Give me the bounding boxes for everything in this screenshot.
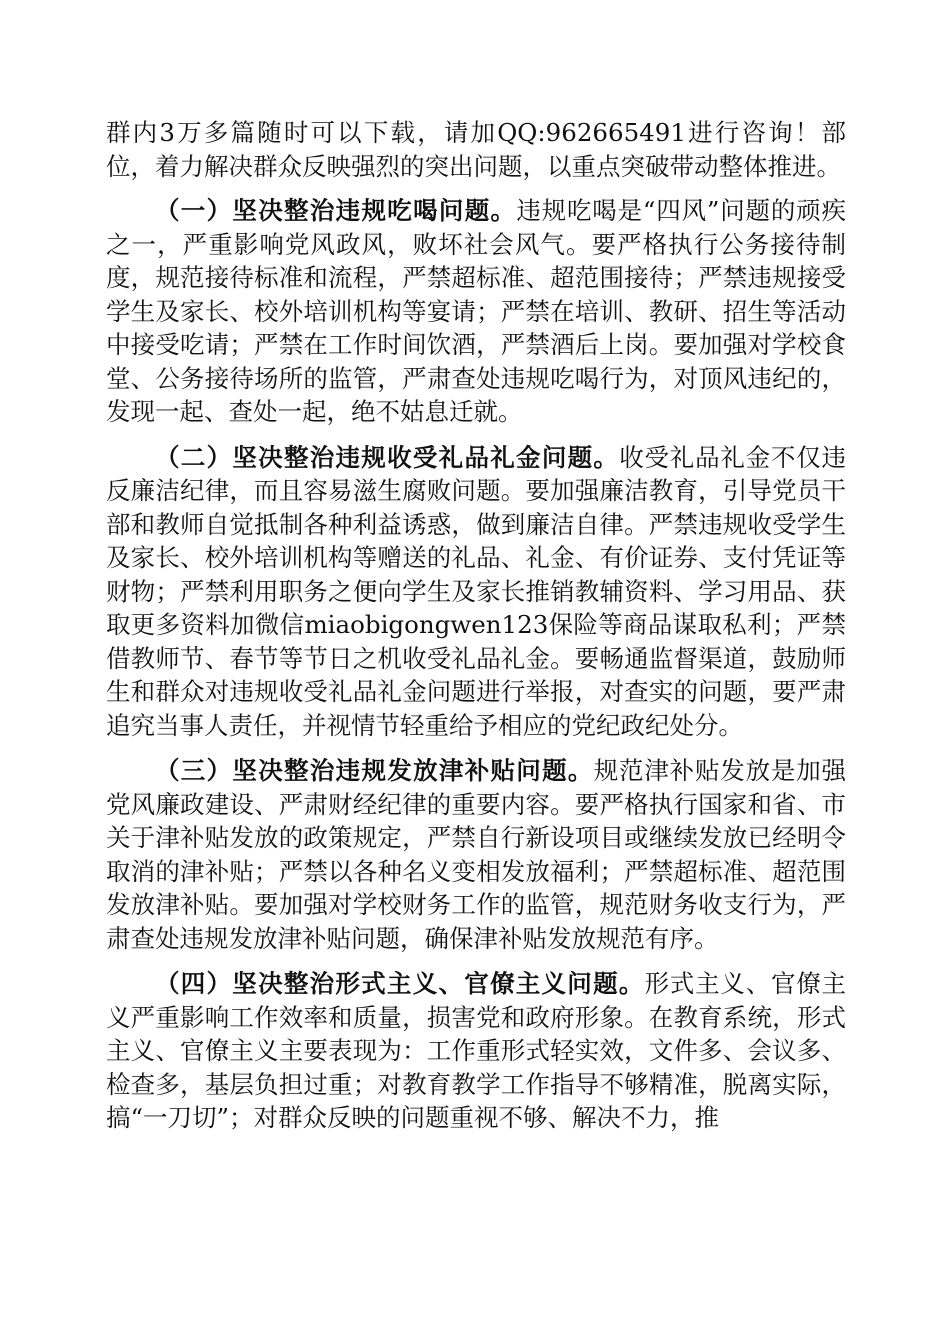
section-heading: （四）坚决整治形式主义、官僚主义问题。 xyxy=(155,969,645,998)
paragraph-text: 违规吃喝是“四风”问题的顽疾之一，严重影响党风政风，败坏社会风气。要严格执行公务接待制度，规范接待标准和流程，严禁超标准、超范围接待；严禁违规接受学生及家长、校外培训机构等宴请；严禁在培训、教研、招生等活动中接受吃请；严禁在工作时间饮酒，严禁酒后上岗。要加强对学校食堂、公务接待场所的监管，严肃查处违规吃喝行为，对顶风违纪的，发现一起、查处一起，绝不姑息迁就。 xyxy=(106,196,846,426)
section-heading: （一）坚决整治违规吃喝问题。 xyxy=(155,196,517,225)
section-heading: （三）坚决整治违规发放津补贴问题。 xyxy=(155,756,594,785)
paragraph-section-3 xyxy=(106,754,846,955)
paragraph-section-2 xyxy=(106,441,846,743)
paragraph-section-4 xyxy=(106,967,846,1135)
paragraph-text: 规范津补贴发放是加强党风廉政建设、严肃财经纪律的重要内容。要严格执行国家和省、市关于津补贴发放的政策规定，严禁自行新设项目或继续发放已经明令取消的津补贴；严禁以各种名义变相发放福利；严禁超标准、超范围发放津补贴。要加强对学校财务工作的监管，规范财务收支行为，严肃查处违规发放津补贴问题，确保津补贴发放规范有序。 xyxy=(106,756,847,953)
document-body xyxy=(106,116,846,1147)
paragraph-intro xyxy=(106,116,846,183)
paragraph-text: 收受礼品礼金不仅违反廉洁纪律，而且容易滋生腐败问题。要加强廉洁教育，引导党员干部和教师自觉抵制各种利益诱惑，做到廉洁自律。严禁违规收受学生及家长、校外培训机构等赠送的礼品、礼金、有价证券、支付凭证等财物；严禁利用职务之便向学生及家长推销教辅资料、学习用品、获取更多资料加微信miaobigongwen123保险等商品谋取私利；严禁借教师节、春节等节日之机收受礼品礼金。要畅通监督渠道，鼓励师生和群众对违规收受礼品礼金问题进行举报，对查实的问题，要严肃追究当事人责任，并视情节轻重给予相应的党纪政纪处分。 xyxy=(106,442,847,740)
section-heading: （二）坚决整治违规收受礼品礼金问题。 xyxy=(155,442,620,472)
paragraph-text: 形式主义、官僚主义严重影响工作效率和质量，损害党和政府形象。在教育系统，形式主义、官僚主义主要表现为：工作重形式轻实效，文件多、会议多、检查多，基层负担过重；对教育教学工作指导不够精准，脱离实际，搞“一刀切”；对群众反映的问题重视不够、解决不力，推 xyxy=(106,969,847,1132)
paragraph-text: 群内3万多篇随时可以下载，请加QQ:962665491进行咨询！部位，着力解决群众反映强烈的突出问题，以重点突破带动整体推进。 xyxy=(106,118,846,181)
paragraph-section-1 xyxy=(106,194,846,429)
